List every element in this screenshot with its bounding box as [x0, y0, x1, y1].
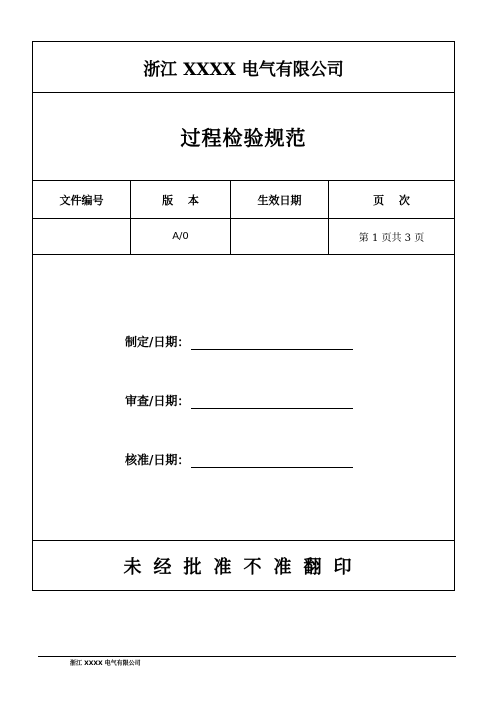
header-version: 版 本 [131, 181, 231, 218]
signature-line-reviewed [125, 392, 353, 409]
info-table-value-row [33, 219, 454, 255]
reproduction-notice: 未经批准不准翻印 [123, 556, 364, 578]
document-title: 过程检验规范 [33, 93, 454, 181]
value-page: 第 1 页共 3 页 [358, 233, 425, 244]
signature-line-approved [125, 451, 353, 468]
value-file-number [33, 219, 131, 254]
header-page: 页 次 [373, 193, 410, 207]
signature-field[interactable] [191, 335, 353, 350]
footer-divider [38, 656, 456, 657]
value-effective-date [231, 219, 329, 254]
signature-label: 核准/日期： [125, 453, 190, 467]
info-table-header-row [33, 181, 454, 219]
company-name: 浙江 XXXX 电气有限公司 [33, 42, 454, 93]
signature-field[interactable] [191, 394, 353, 409]
signature-field[interactable] [191, 453, 353, 468]
signature-section [33, 255, 454, 541]
signature-label: 审查/日期： [125, 394, 190, 408]
signature-line-prepared [125, 333, 353, 350]
header-file-number: 文件编号 [33, 181, 131, 218]
signature-label: 制定/日期： [125, 335, 190, 349]
value-version: A/0 [131, 219, 231, 254]
document-cover [32, 41, 455, 591]
header-effective-date: 生效日期 [231, 181, 329, 218]
footer-company: 浙江 XXXX 电气有限公司 [70, 660, 141, 667]
